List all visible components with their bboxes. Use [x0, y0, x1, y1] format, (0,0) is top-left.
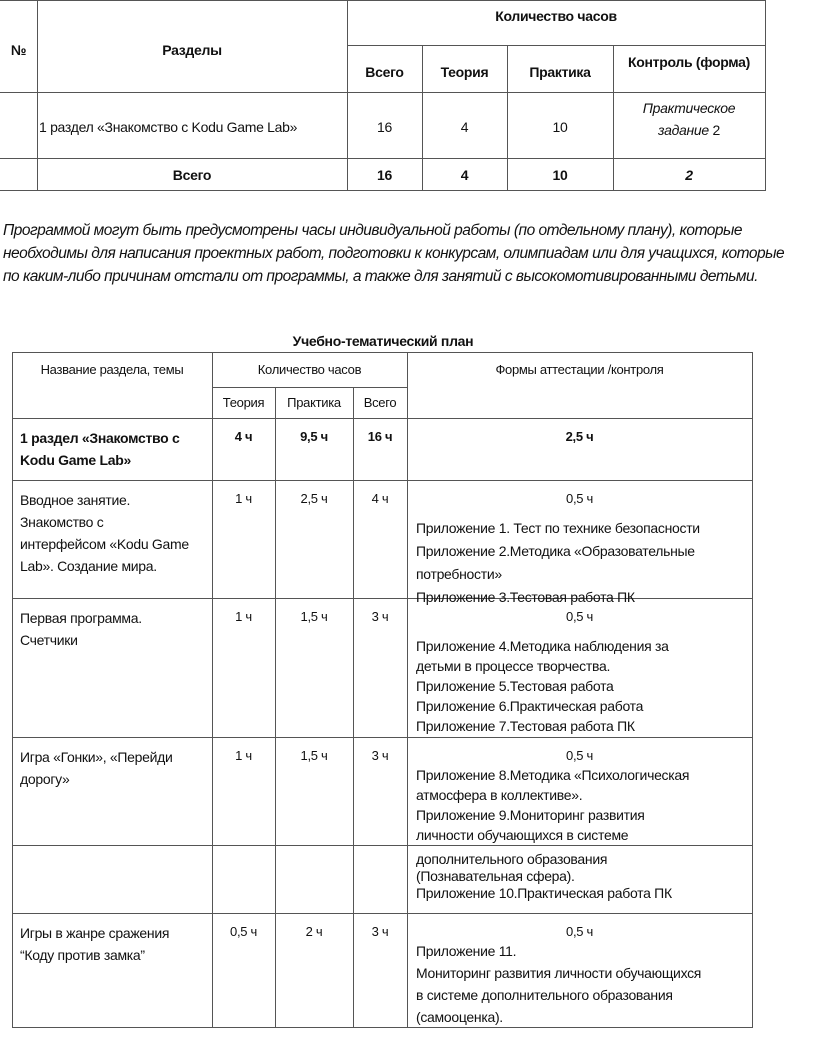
- topic-name-line: Знакомство с: [20, 514, 104, 530]
- attestation-form-line: Приложение 3.Тестовая работа ПК: [416, 589, 635, 605]
- header-hours: Количество часов: [495, 8, 617, 24]
- topic-name-line: дорогу»: [20, 771, 70, 787]
- totals-practice: 10: [552, 167, 568, 183]
- totals-label: Всего: [172, 167, 212, 183]
- attestation-form-line: (самооценка).: [416, 1009, 503, 1025]
- attestation-hours: 0,5 ч: [566, 491, 593, 506]
- attestation-form-line: Мониторинг развития личности обучающихся: [416, 965, 702, 981]
- section-control-count: 2: [708, 122, 720, 138]
- attestation-hours: 0,5 ч: [566, 924, 593, 939]
- topic-total-hours: 16 ч: [367, 429, 393, 444]
- attestation-form-line: детьми в процессе творчества.: [416, 658, 611, 674]
- attestation-form-line: Приложение 9.Мониторинг развития: [416, 807, 645, 823]
- attestation-hours: 2,5 ч: [565, 429, 594, 444]
- topic-name-line: Игры в жанре сражения: [20, 925, 170, 941]
- section-control-line2: [613, 120, 765, 140]
- section-practice: 10: [552, 119, 568, 135]
- attestation-form-line: потребности»: [416, 566, 502, 582]
- plan-header-hours: Количество часов: [257, 362, 362, 377]
- topic-name-line: Счетчики: [20, 632, 78, 648]
- header-theory: Теория: [440, 64, 489, 80]
- topic-name-line: Kodu Game Lab»: [20, 452, 131, 468]
- topic-name-line: Игра «Гонки», «Перейди: [20, 749, 173, 765]
- plan-header-practice: Практика: [287, 395, 341, 410]
- totals-total: 16: [377, 167, 392, 183]
- totals-control: 2: [685, 167, 693, 183]
- attestation-form-line: Приложение 4.Методика наблюдения за: [416, 638, 669, 654]
- topic-practice-hours: 1,5 ч: [300, 609, 328, 624]
- attestation-form-line: (Познавательная сфера).: [416, 868, 575, 884]
- attestation-form-line: Приложение 2.Методика «Образовательные: [416, 543, 695, 559]
- topic-name-line: интерфейсом «Kodu Game: [20, 536, 189, 552]
- topic-theory-hours: 4 ч: [234, 429, 253, 444]
- plan-header-forms: Формы аттестации /контроля: [495, 362, 664, 377]
- topic-practice-hours: 1,5 ч: [300, 748, 328, 763]
- topic-theory-hours: 1 ч: [235, 491, 252, 506]
- topic-name-line: “Коду против замка”: [20, 947, 145, 963]
- attestation-form-line: Приложение 7.Тестовая работа ПК: [416, 718, 635, 734]
- attestation-form-line: Приложение 10.Практическая работа ПК: [416, 885, 672, 901]
- plan-header-name: Название раздела, темы: [40, 362, 184, 377]
- individual-work-note: Программой могут быть предусмотрены часы индивидуальной работы (по отдельному плану), которые необходимы для написания проектных работ, подготовки к конкурсам, олимпиадам или для учащихся, которые по каким-либо причинам отстали от программы, а также для занятий с высокомотивированными детьми.: [3, 222, 785, 285]
- topic-practice-hours: 2 ч: [305, 924, 323, 939]
- section-control-line1: Практическое: [642, 100, 736, 116]
- attestation-form-line: Приложение 8.Методика «Психологическая: [416, 767, 690, 783]
- attestation-form-line: дополнительного образования: [416, 851, 608, 867]
- section-theory: 4: [460, 119, 469, 135]
- topic-name-line: Вводное занятие.: [20, 492, 131, 508]
- attestation-form-line: Приложение 5.Тестовая работа: [416, 678, 614, 694]
- topic-theory-hours: 0,5 ч: [230, 924, 257, 939]
- topic-practice-hours: 2,5 ч: [300, 491, 328, 506]
- plan-header-total: Всего: [363, 395, 397, 410]
- section-control-text: задание: [658, 122, 709, 138]
- attestation-form-line: личности обучающихся в системе: [416, 827, 629, 843]
- plan-title: Учебно-тематический план: [292, 333, 474, 349]
- topic-total-hours: 4 ч: [371, 491, 389, 506]
- header-practice: Практика: [529, 64, 591, 80]
- section-name: 1 раздел «Знакомство с Kodu Game Lab»: [39, 119, 298, 135]
- attestation-hours: 0,5 ч: [566, 748, 593, 763]
- topic-total-hours: 3 ч: [371, 609, 389, 624]
- header-number: №: [10, 42, 27, 58]
- topic-theory-hours: 1 ч: [235, 748, 252, 763]
- attestation-form-line: Приложение 6.Практическая работа: [416, 698, 644, 714]
- attestation-form-line: Приложение 1. Тест по технике безопасности: [416, 520, 700, 536]
- topic-practice-hours: 9,5 ч: [300, 429, 328, 444]
- topic-name-line: 1 раздел «Знакомство с: [20, 430, 180, 446]
- header-total: Всего: [365, 64, 404, 80]
- totals-theory: 4: [460, 167, 469, 183]
- attestation-hours: 0,5 ч: [566, 609, 593, 624]
- topic-name-line: Lab». Создание мира.: [20, 558, 157, 574]
- attestation-form-line: Приложение 11.: [416, 943, 517, 959]
- attestation-form-line: атмосфера в коллективе».: [416, 787, 583, 803]
- attestation-form-line: в системе дополнительного образования: [416, 987, 673, 1003]
- topic-total-hours: 3 ч: [371, 748, 389, 763]
- plan-header-theory: Теория: [222, 395, 265, 410]
- section-total: 16: [377, 119, 392, 135]
- topic-total-hours: 3 ч: [371, 924, 389, 939]
- topic-theory-hours: 1 ч: [235, 609, 252, 624]
- header-control: Контроль (форма): [627, 54, 751, 70]
- topic-name-line: Первая программа.: [20, 610, 142, 626]
- header-sections: Разделы: [162, 42, 222, 58]
